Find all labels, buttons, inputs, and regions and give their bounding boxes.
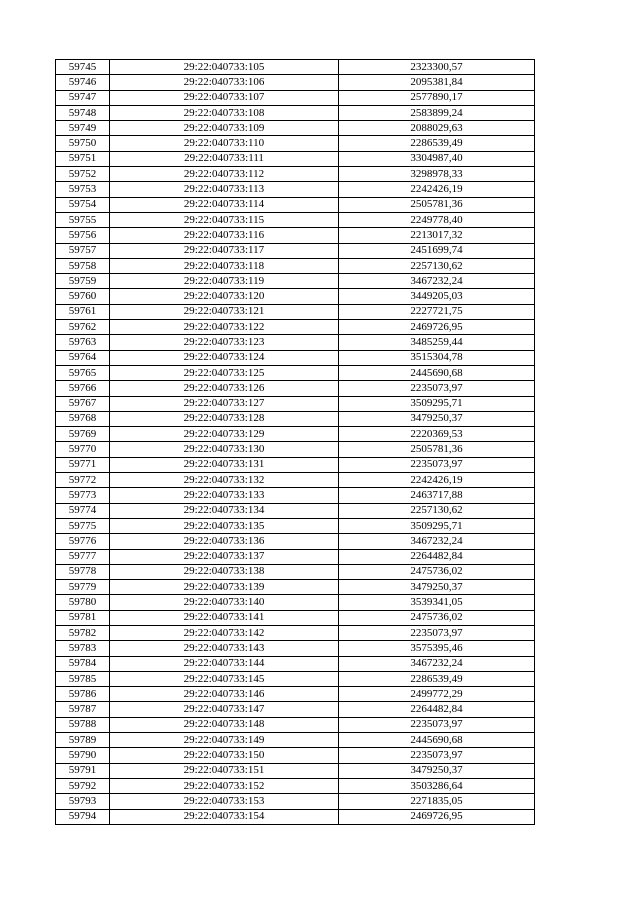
- row-number-cell: 59749: [56, 121, 110, 136]
- table-row: [56, 151, 535, 166]
- value-cell: 2235073,97: [339, 457, 535, 472]
- row-number-cell: 59772: [56, 473, 110, 488]
- row-number-cell: 59783: [56, 641, 110, 656]
- row-number-cell: 59763: [56, 335, 110, 350]
- value-cell: 2249778,40: [339, 212, 535, 227]
- cadastral-number-cell: 29:22:040733:152: [110, 778, 339, 793]
- cadastral-number-cell: 29:22:040733:125: [110, 365, 339, 380]
- value-cell: 2235073,97: [339, 717, 535, 732]
- table-row: [56, 442, 535, 457]
- row-number-cell: 59760: [56, 289, 110, 304]
- value-cell: 2475736,02: [339, 610, 535, 625]
- row-number-cell: 59766: [56, 381, 110, 396]
- table-row: [56, 794, 535, 809]
- cadastral-number-cell: 29:22:040733:138: [110, 564, 339, 579]
- cadastral-number-cell: 29:22:040733:151: [110, 763, 339, 778]
- table-row: [56, 717, 535, 732]
- cadastral-number-cell: 29:22:040733:135: [110, 518, 339, 533]
- table-row: [56, 136, 535, 151]
- cadastral-number-cell: 29:22:040733:145: [110, 671, 339, 686]
- row-number-cell: 59779: [56, 580, 110, 595]
- row-number-cell: 59782: [56, 625, 110, 640]
- cadastral-number-cell: 29:22:040733:107: [110, 90, 339, 105]
- cadastral-number-cell: 29:22:040733:153: [110, 794, 339, 809]
- cadastral-number-cell: 29:22:040733:116: [110, 228, 339, 243]
- cadastral-number-cell: 29:22:040733:154: [110, 809, 339, 824]
- cadastral-number-cell: 29:22:040733:143: [110, 641, 339, 656]
- cadastral-number-cell: 29:22:040733:131: [110, 457, 339, 472]
- cadastral-number-cell: 29:22:040733:122: [110, 320, 339, 335]
- value-cell: 2505781,36: [339, 442, 535, 457]
- table-row: [56, 121, 535, 136]
- cadastral-number-cell: 29:22:040733:114: [110, 197, 339, 212]
- table-row: [56, 733, 535, 748]
- value-cell: 3539341,05: [339, 595, 535, 610]
- row-number-cell: 59789: [56, 733, 110, 748]
- table-row: [56, 90, 535, 105]
- cadastral-number-cell: 29:22:040733:148: [110, 717, 339, 732]
- table-row: [56, 702, 535, 717]
- cadastral-number-cell: 29:22:040733:112: [110, 167, 339, 182]
- row-number-cell: 59778: [56, 564, 110, 579]
- cadastral-number-cell: 29:22:040733:141: [110, 610, 339, 625]
- value-cell: 3509295,71: [339, 396, 535, 411]
- table-row: [56, 518, 535, 533]
- table-row: [56, 212, 535, 227]
- row-number-cell: 59793: [56, 794, 110, 809]
- row-number-cell: 59777: [56, 549, 110, 564]
- row-number-cell: 59764: [56, 350, 110, 365]
- table-row: [56, 748, 535, 763]
- cadastral-number-cell: 29:22:040733:132: [110, 473, 339, 488]
- row-number-cell: 59745: [56, 60, 110, 75]
- cadastral-number-cell: 29:22:040733:119: [110, 274, 339, 289]
- row-number-cell: 59784: [56, 656, 110, 671]
- table-row: [56, 258, 535, 273]
- table-row: [56, 457, 535, 472]
- table-row: [56, 427, 535, 442]
- row-number-cell: 59755: [56, 212, 110, 227]
- value-cell: 2242426,19: [339, 182, 535, 197]
- value-cell: 3479250,37: [339, 580, 535, 595]
- table-row: [56, 304, 535, 319]
- value-cell: 2242426,19: [339, 473, 535, 488]
- row-number-cell: 59769: [56, 427, 110, 442]
- value-cell: 2323300,57: [339, 60, 535, 75]
- table-row: [56, 534, 535, 549]
- row-number-cell: 59753: [56, 182, 110, 197]
- value-cell: 2271835,05: [339, 794, 535, 809]
- cadastral-number-cell: 29:22:040733:142: [110, 625, 339, 640]
- value-cell: 3467232,24: [339, 274, 535, 289]
- cadastral-number-cell: 29:22:040733:136: [110, 534, 339, 549]
- value-cell: 2583899,24: [339, 105, 535, 120]
- cadastral-number-cell: 29:22:040733:109: [110, 121, 339, 136]
- table-body: [56, 60, 535, 825]
- row-number-cell: 59748: [56, 105, 110, 120]
- value-cell: 3479250,37: [339, 411, 535, 426]
- row-number-cell: 59775: [56, 518, 110, 533]
- value-cell: 2095381,84: [339, 75, 535, 90]
- cadastral-number-cell: 29:22:040733:150: [110, 748, 339, 763]
- value-cell: 3515304,78: [339, 350, 535, 365]
- cadastral-number-cell: 29:22:040733:133: [110, 488, 339, 503]
- cadastral-number-cell: 29:22:040733:128: [110, 411, 339, 426]
- table-row: [56, 182, 535, 197]
- cadastral-number-cell: 29:22:040733:126: [110, 381, 339, 396]
- value-cell: 2235073,97: [339, 381, 535, 396]
- value-cell: 2445690,68: [339, 733, 535, 748]
- cadastral-number-cell: 29:22:040733:124: [110, 350, 339, 365]
- row-number-cell: 59754: [56, 197, 110, 212]
- table-row: [56, 671, 535, 686]
- table-row: [56, 320, 535, 335]
- table-row: [56, 564, 535, 579]
- table-row: [56, 365, 535, 380]
- cadastral-number-cell: 29:22:040733:140: [110, 595, 339, 610]
- row-number-cell: 59767: [56, 396, 110, 411]
- row-number-cell: 59746: [56, 75, 110, 90]
- row-number-cell: 59785: [56, 671, 110, 686]
- row-number-cell: 59788: [56, 717, 110, 732]
- cadastral-number-cell: 29:22:040733:110: [110, 136, 339, 151]
- row-number-cell: 59751: [56, 151, 110, 166]
- table-row: [56, 243, 535, 258]
- cadastral-number-cell: 29:22:040733:129: [110, 427, 339, 442]
- cadastral-number-cell: 29:22:040733:113: [110, 182, 339, 197]
- table-row: [56, 350, 535, 365]
- cadastral-number-cell: 29:22:040733:106: [110, 75, 339, 90]
- cadastral-number-cell: 29:22:040733:118: [110, 258, 339, 273]
- value-cell: 2286539,49: [339, 136, 535, 151]
- table-row: [56, 687, 535, 702]
- row-number-cell: 59762: [56, 320, 110, 335]
- value-cell: 2235073,97: [339, 748, 535, 763]
- table-row: [56, 763, 535, 778]
- row-number-cell: 59750: [56, 136, 110, 151]
- row-number-cell: 59759: [56, 274, 110, 289]
- table-row: [56, 75, 535, 90]
- value-cell: 3449205,03: [339, 289, 535, 304]
- row-number-cell: 59786: [56, 687, 110, 702]
- row-number-cell: 59776: [56, 534, 110, 549]
- value-cell: 2257130,62: [339, 258, 535, 273]
- table-row: [56, 503, 535, 518]
- cadastral-number-cell: 29:22:040733:130: [110, 442, 339, 457]
- value-cell: 2445690,68: [339, 365, 535, 380]
- row-number-cell: 59780: [56, 595, 110, 610]
- table-row: [56, 411, 535, 426]
- value-cell: 3298978,33: [339, 167, 535, 182]
- value-cell: 3467232,24: [339, 534, 535, 549]
- table-row: [56, 580, 535, 595]
- row-number-cell: 59790: [56, 748, 110, 763]
- table-row: [56, 809, 535, 824]
- row-number-cell: 59756: [56, 228, 110, 243]
- table-row: [56, 105, 535, 120]
- row-number-cell: 59768: [56, 411, 110, 426]
- row-number-cell: 59765: [56, 365, 110, 380]
- cadastral-number-cell: 29:22:040733:134: [110, 503, 339, 518]
- value-cell: 2577890,17: [339, 90, 535, 105]
- cadastral-value-table: [55, 59, 535, 825]
- value-cell: 2469726,95: [339, 320, 535, 335]
- table-row: [56, 549, 535, 564]
- cadastral-number-cell: 29:22:040733:111: [110, 151, 339, 166]
- row-number-cell: 59757: [56, 243, 110, 258]
- value-cell: 3503286,64: [339, 778, 535, 793]
- row-number-cell: 59752: [56, 167, 110, 182]
- value-cell: 2227721,75: [339, 304, 535, 319]
- cadastral-number-cell: 29:22:040733:121: [110, 304, 339, 319]
- row-number-cell: 59771: [56, 457, 110, 472]
- cadastral-number-cell: 29:22:040733:139: [110, 580, 339, 595]
- table-row: [56, 381, 535, 396]
- value-cell: 2469726,95: [339, 809, 535, 824]
- cadastral-number-cell: 29:22:040733:137: [110, 549, 339, 564]
- table-row: [56, 473, 535, 488]
- cadastral-number-cell: 29:22:040733:149: [110, 733, 339, 748]
- value-cell: 2499772,29: [339, 687, 535, 702]
- table-row: [56, 274, 535, 289]
- value-cell: 2257130,62: [339, 503, 535, 518]
- cadastral-number-cell: 29:22:040733:144: [110, 656, 339, 671]
- value-cell: 3509295,71: [339, 518, 535, 533]
- cadastral-number-cell: 29:22:040733:105: [110, 60, 339, 75]
- value-cell: 3304987,40: [339, 151, 535, 166]
- table-row: [56, 396, 535, 411]
- row-number-cell: 59787: [56, 702, 110, 717]
- value-cell: 2220369,53: [339, 427, 535, 442]
- value-cell: 2286539,49: [339, 671, 535, 686]
- value-cell: 2235073,97: [339, 625, 535, 640]
- table-row: [56, 167, 535, 182]
- table-row: [56, 595, 535, 610]
- value-cell: 2213017,32: [339, 228, 535, 243]
- value-cell: 2505781,36: [339, 197, 535, 212]
- value-cell: 2475736,02: [339, 564, 535, 579]
- table-row: [56, 488, 535, 503]
- value-cell: 3467232,24: [339, 656, 535, 671]
- value-cell: 2451699,74: [339, 243, 535, 258]
- table-row: [56, 228, 535, 243]
- row-number-cell: 59747: [56, 90, 110, 105]
- row-number-cell: 59761: [56, 304, 110, 319]
- cadastral-number-cell: 29:22:040733:123: [110, 335, 339, 350]
- value-cell: 2264482,84: [339, 702, 535, 717]
- table-row: [56, 335, 535, 350]
- row-number-cell: 59792: [56, 778, 110, 793]
- row-number-cell: 59770: [56, 442, 110, 457]
- table-row: [56, 656, 535, 671]
- cadastral-number-cell: 29:22:040733:146: [110, 687, 339, 702]
- table-row: [56, 625, 535, 640]
- value-cell: 2264482,84: [339, 549, 535, 564]
- table-row: [56, 289, 535, 304]
- row-number-cell: 59781: [56, 610, 110, 625]
- value-cell: 3485259,44: [339, 335, 535, 350]
- row-number-cell: 59774: [56, 503, 110, 518]
- cadastral-number-cell: 29:22:040733:120: [110, 289, 339, 304]
- row-number-cell: 59758: [56, 258, 110, 273]
- cadastral-number-cell: 29:22:040733:117: [110, 243, 339, 258]
- value-cell: 2088029,63: [339, 121, 535, 136]
- cadastral-number-cell: 29:22:040733:127: [110, 396, 339, 411]
- table-row: [56, 778, 535, 793]
- value-cell: 3479250,37: [339, 763, 535, 778]
- row-number-cell: 59773: [56, 488, 110, 503]
- cadastral-number-cell: 29:22:040733:115: [110, 212, 339, 227]
- table-row: [56, 60, 535, 75]
- table-row: [56, 610, 535, 625]
- value-cell: 3575395,46: [339, 641, 535, 656]
- cadastral-number-cell: 29:22:040733:108: [110, 105, 339, 120]
- table-row: [56, 641, 535, 656]
- table-row: [56, 197, 535, 212]
- row-number-cell: 59791: [56, 763, 110, 778]
- cadastral-number-cell: 29:22:040733:147: [110, 702, 339, 717]
- value-cell: 2463717,88: [339, 488, 535, 503]
- row-number-cell: 59794: [56, 809, 110, 824]
